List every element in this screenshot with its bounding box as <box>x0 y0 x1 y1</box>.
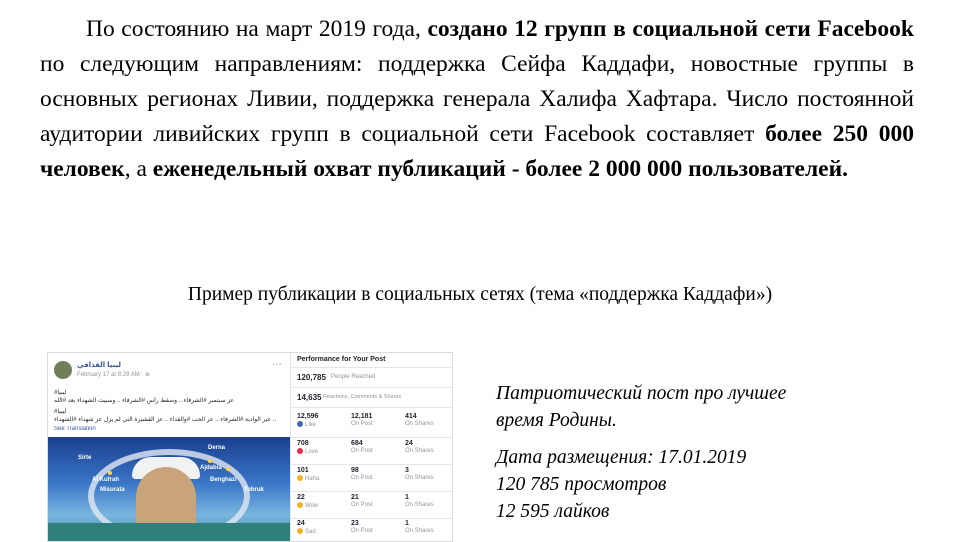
reaction-row <box>291 438 453 464</box>
figure-caption: Пример публикации в социальных сетях (тема «поддержка Каддафи») <box>187 284 773 305</box>
paragraph-bold-groups: создано 12 групп в социальной сети Facebook <box>427 16 914 42</box>
city-label: Tobruk <box>244 487 264 493</box>
post-description <box>496 380 936 525</box>
paragraph-text-1: По состоянию на март 2019 года, <box>86 16 428 42</box>
on-shares-label: On Shares <box>405 502 434 508</box>
people-reached-label: People Reached <box>331 374 376 380</box>
reaction-on-post: 684 <box>351 440 363 447</box>
on-post-label: On Post <box>351 448 373 454</box>
reaction-row <box>291 518 453 542</box>
post-performance-panel <box>290 353 453 541</box>
on-shares-label: On Shares <box>405 528 434 534</box>
note-line: время Родины. <box>496 410 617 431</box>
reaction-on-shares: 1 <box>405 494 409 501</box>
wow-icon <box>297 502 303 508</box>
reaction-on-post: 12,181 <box>351 413 373 420</box>
divider <box>291 387 453 388</box>
map-marker <box>226 467 230 471</box>
love-icon <box>297 448 303 454</box>
reaction-on-post: 21 <box>351 494 359 501</box>
note-date: Дата размещения: 17.01.2019 <box>496 447 747 468</box>
city-label: Sirte <box>78 455 92 461</box>
reaction-label: Like <box>305 422 317 428</box>
facebook-post <box>48 353 290 541</box>
reaction-total: 24 <box>297 520 305 527</box>
reaction-on-shares: 1 <box>405 520 409 527</box>
paragraph-bold-reach: еженедельный охват публикаций - более 2 000 000 пользователей. <box>152 156 848 182</box>
on-post-label: On Post <box>351 502 373 508</box>
body-paragraph <box>40 12 914 187</box>
reactions-value: 14,635 <box>297 393 322 402</box>
post-line: #ليبيا <box>54 390 67 396</box>
haha-icon <box>297 475 303 481</box>
sea-shape <box>48 523 290 541</box>
city-label: Misurata <box>100 487 125 493</box>
divider <box>291 407 453 408</box>
reaction-on-post: 23 <box>351 520 359 527</box>
on-shares-label: On Shares <box>405 448 434 454</box>
on-post-label: On Post <box>351 528 373 534</box>
reaction-total: 708 <box>297 440 309 447</box>
reaction-label: Love <box>305 449 319 455</box>
map-marker <box>208 459 212 463</box>
more-options-icon: ··· <box>272 359 282 370</box>
map-marker <box>108 471 112 475</box>
reaction-label: Wow <box>305 503 319 509</box>
city-label: Benghazi <box>210 477 237 483</box>
on-shares-label: On Shares <box>405 421 434 427</box>
paragraph-bold-audience: более 250 000 человек <box>40 121 914 182</box>
on-post-label: On Post <box>351 421 373 427</box>
post-date-text: February 17 at 8:29 AM · <box>77 372 146 378</box>
post-header <box>54 361 284 385</box>
city-label: Al Kufrah <box>92 477 119 483</box>
reaction-row <box>291 492 453 518</box>
paragraph-text-2: по следующим направлениям: поддержка Сейфа Каддафи, новостные группы в основных регионах Ливии, поддержка генерала Халифа Хафтара. Число постоянной аудитории ливийских групп в социальной сети Facebook составляет <box>40 51 914 147</box>
post-line: عبر الوادية #الشرفاء .. عز الحب #والفداء .. عز القشيرة التي لم يزل عز شهداء #الشهداء .. <box>54 417 277 423</box>
reaction-total: 22 <box>297 494 305 501</box>
post-line: عز سبتمبر #الشرفاء .. وسقط رأس #الشرفاء .. وسبيت الشهداء بعد #الله <box>54 398 235 404</box>
post-line: #ليبيا <box>54 409 67 415</box>
like-icon <box>297 421 303 427</box>
reaction-label: Sad <box>305 529 316 535</box>
on-shares-label: On Shares <box>405 475 434 481</box>
sad-icon <box>297 528 303 534</box>
reaction-on-shares: 24 <box>405 440 413 447</box>
reaction-on-post: 98 <box>351 467 359 474</box>
reactions-label: Reactions, Comments & Shares <box>323 394 402 400</box>
note-views: 120 785 просмотров <box>496 474 667 495</box>
reaction-total: 12,596 <box>297 413 319 420</box>
divider <box>291 367 453 368</box>
note-line: Патриотический пост про лучшее <box>496 383 787 404</box>
note-likes: 12 595 лайков <box>496 501 610 522</box>
page-name: ليبيا القذافي <box>77 362 121 369</box>
see-translation-link: See Translation <box>54 426 96 432</box>
on-post-label: On Post <box>351 475 373 481</box>
reaction-on-shares: 3 <box>405 467 409 474</box>
avatar <box>54 361 72 379</box>
reaction-on-shares: 414 <box>405 413 417 420</box>
reaction-total: 101 <box>297 467 309 474</box>
post-date <box>77 371 150 378</box>
reaction-label: Haha <box>305 476 320 482</box>
city-label: Ajdabia <box>200 465 222 471</box>
post-image <box>48 437 290 541</box>
city-label: Derna <box>208 445 226 451</box>
reaction-row <box>291 411 453 437</box>
people-reached-value: 120,785 <box>297 373 326 382</box>
paragraph-text-3: , а <box>124 156 153 182</box>
globe-icon: ⊕ <box>145 372 151 378</box>
performance-title: Performance for Your Post <box>297 356 386 363</box>
facebook-screenshot <box>47 352 453 542</box>
reaction-row <box>291 465 453 491</box>
